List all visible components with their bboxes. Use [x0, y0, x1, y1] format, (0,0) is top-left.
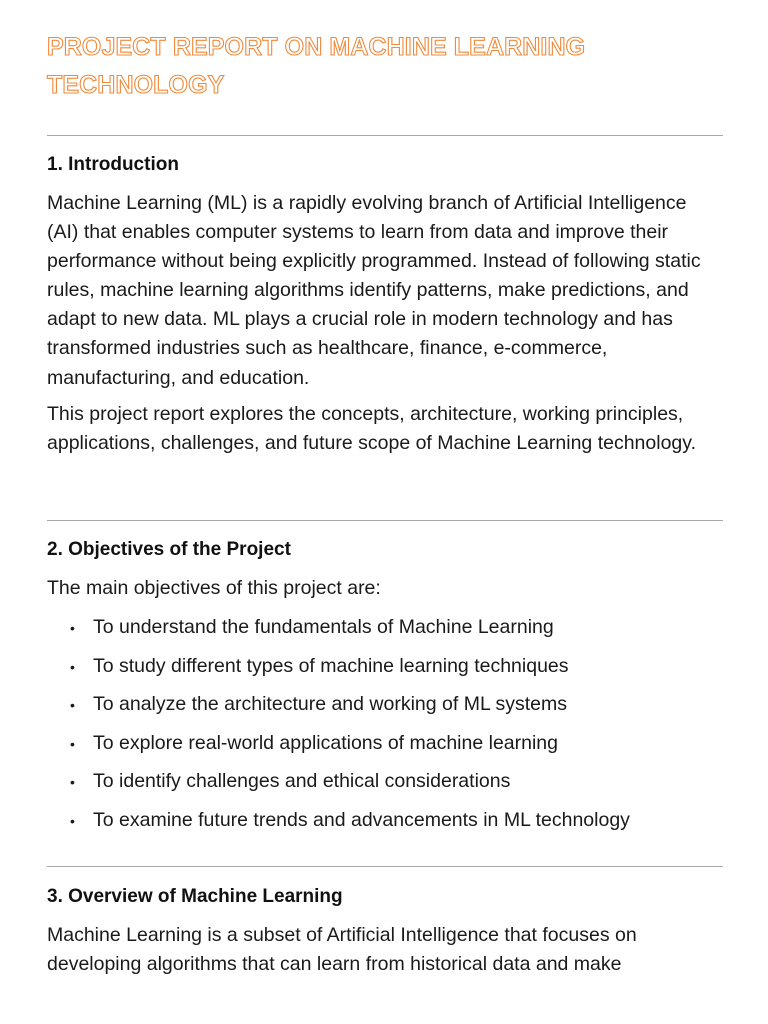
bullet-icon: •: [70, 658, 75, 675]
section-heading-overview: 3. Overview of Machine Learning: [47, 886, 343, 907]
list-item-text: To analyze the architecture and working of ML systems: [93, 693, 567, 716]
introduction-paragraph-2: This project report explores the concepts, architecture, working principles, applications, challenges, and future scope of Machine Learning technology.: [47, 403, 696, 455]
bullet-icon: •: [70, 774, 75, 791]
introduction-paragraph-1: Machine Learning (ML) is a rapidly evolving branch of Artificial Intelligence (AI) that enables computer systems to learn from data and improve their performance without being explicitly programmed. Instead of following static rules, machine learning algorithms identify patterns, make predictions, and adapt to new data. ML plays a crucial role in modern technology and has transformed industries such as healthcare, finance, e-commerce, manufacturing, and education.: [47, 192, 701, 389]
list-item-text: To identify challenges and ethical considerations: [93, 770, 511, 793]
list-item-text: To study different types of machine learning techniques: [93, 654, 569, 677]
section-divider: [47, 135, 723, 136]
bullet-icon: •: [70, 812, 75, 829]
section-heading-introduction: 1. Introduction: [47, 154, 179, 175]
list-item: [47, 613, 723, 652]
bullet-icon: •: [70, 735, 75, 752]
document-title: PROJECT REPORT ON MACHINE LEARNING TECHNOLOGY: [47, 33, 586, 99]
section-divider: [47, 866, 723, 867]
overview-paragraph-1: Machine Learning is a subset of Artificial Intelligence that focuses on developing algorithms that can learn from historical data and make: [47, 924, 637, 976]
section-divider: [47, 520, 723, 521]
section-heading-objectives: 2. Objectives of the Project: [47, 539, 291, 560]
objectives-intro: The main objectives of this project are:: [47, 577, 381, 599]
list-item-text: To explore real-world applications of machine learning: [93, 731, 559, 754]
list-item: [47, 767, 723, 806]
list-item-text: To examine future trends and advancements in ML technology: [93, 808, 630, 831]
list-item-text: To understand the fundamentals of Machine Learning: [93, 616, 554, 638]
list-item: [47, 806, 723, 845]
list-item: [47, 690, 723, 729]
bullet-icon: •: [70, 697, 75, 714]
list-item: [47, 729, 723, 768]
objectives-list: [47, 613, 723, 845]
bullet-icon: •: [70, 620, 75, 636]
list-item: [47, 652, 723, 691]
